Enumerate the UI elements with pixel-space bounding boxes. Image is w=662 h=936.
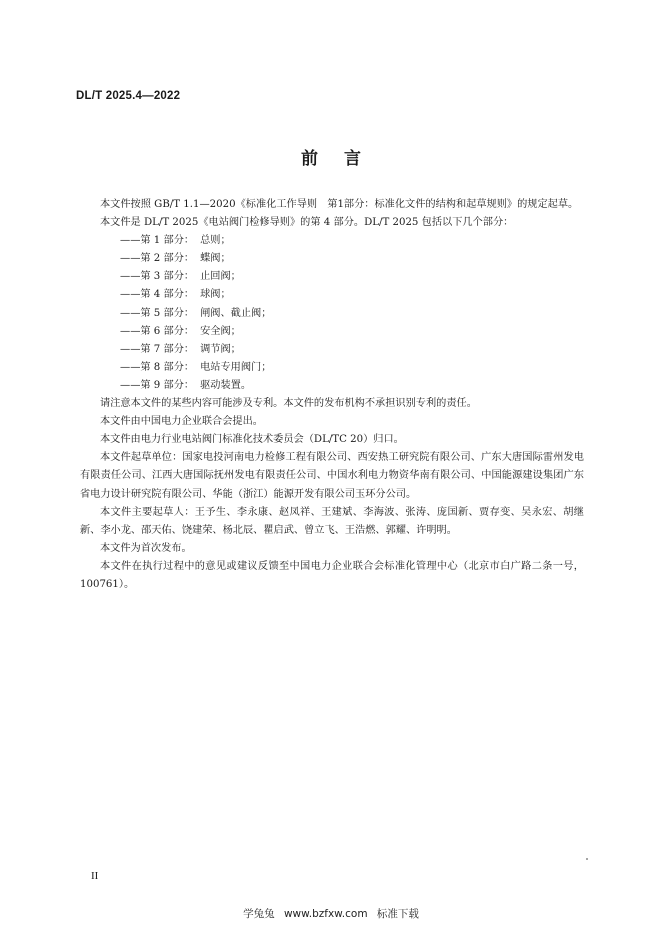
paragraph-drafting-units: 本文件起草单位：国家电投河南电力检修工程有限公司、西安热工研究院有限公司、广东大唐国际雷州发电有限责任公司、江西大唐国际抚州发电有限责任公司、中国水利电力物资华南有限公司、中国能源建设集团广东省电力设计研究院有限公司、华能（浙江）能源开发有限公司玉环分公司。: [80, 452, 584, 500]
paragraph-patent-notice: 请注意本文件的某些内容可能涉及专利。本文件的发布机构不承担识别专利的责任。: [100, 398, 477, 410]
part-name: 闸阀、截止阀；: [200, 307, 272, 319]
part-name: 止回阀；: [200, 271, 241, 283]
list-item: [80, 359, 584, 377]
part-number: ——第 7 部分：: [120, 343, 195, 355]
part-name: 蝶阀；: [200, 253, 231, 265]
foreword-body: [80, 196, 584, 594]
list-item: [80, 341, 584, 359]
paragraph-drafters: 本文件主要起草人：王予生、李永康、赵凤祥、王建斌、李海波、张涛、庞国新、贾存变、吴永宏、胡继新、李小龙、邵天佑、饶建荣、杨北辰、瞿启武、曾立飞、王浩燃、郭耀、许明明。: [80, 506, 584, 536]
footer-tagline: 标准下载: [376, 908, 419, 920]
part-number: ——第 3 部分：: [120, 271, 195, 283]
footer-link[interactable]: www.bzfxw.com: [283, 908, 368, 920]
page-number: II: [91, 870, 99, 882]
part-name: 球阀；: [200, 289, 231, 301]
part-name: 安全阀；: [200, 325, 241, 337]
part-number: ——第 8 部分：: [120, 361, 195, 373]
footer-site-name: 学兔兔: [243, 908, 275, 920]
part-number: ——第 1 部分：: [120, 235, 195, 247]
list-item: [80, 250, 584, 268]
part-name: 驱动装置。: [200, 379, 252, 391]
scan-speck: [586, 858, 588, 860]
part-number: ——第 4 部分：: [120, 289, 195, 301]
paragraph-feedback: 本文件在执行过程中的意见或建议反馈至中国电力企业联合会标准化管理中心（北京市白广路二条一号，100761）。: [80, 560, 584, 590]
list-item: [80, 323, 584, 341]
list-item: [80, 268, 584, 286]
footer-watermark: [0, 906, 662, 921]
list-item: [80, 377, 584, 395]
part-number: ——第 9 部分：: [120, 379, 195, 391]
paragraph-under-jurisdiction: 本文件由电力行业电站阀门标准化技术委员会（DL/TC 20）归口。: [100, 434, 404, 446]
page-title: 前言: [301, 149, 387, 169]
paragraph-drafting-rules: 本文件按照 GB/T 1.1—2020《标准化工作导则 第1部分：标准化文件的结构和起草规则》的规定起草。: [100, 199, 579, 210]
paragraph-proposed-by: 本文件由中国电力企业联合会提出。: [100, 416, 263, 428]
list-item: [80, 232, 584, 250]
part-number: ——第 6 部分：: [120, 325, 195, 337]
part-number: ——第 2 部分：: [120, 253, 195, 265]
part-name: 总则；: [200, 235, 231, 247]
paragraph-series-intro: 本文件是 DL/T 2025《电站阀门检修导则》的第 4 部分。DL/T 2025 包括以下几个部分：: [100, 217, 514, 229]
paragraph-first-release: 本文件为首次发布。: [100, 542, 192, 554]
part-name: 调节阀；: [200, 343, 241, 355]
part-number: ——第 5 部分：: [120, 307, 195, 319]
list-item: [80, 286, 584, 304]
part-name: 电站专用阀门；: [200, 361, 272, 373]
standard-code: DL/T 2025.4—2022: [76, 90, 181, 102]
list-item: [80, 305, 584, 323]
parts-list: [80, 232, 584, 395]
